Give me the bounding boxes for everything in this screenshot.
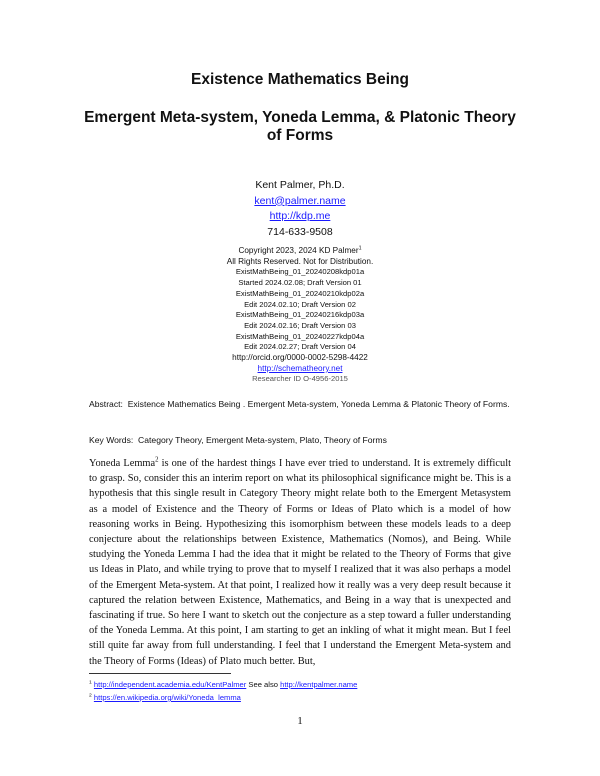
copyright-line: Copyright 2023, 2024 KD Palmer	[238, 246, 359, 255]
footnote-1	[89, 679, 357, 690]
footnote-ref-1[interactable]: 1	[358, 245, 362, 252]
footnote-1-text: See also	[248, 680, 278, 689]
version-line: Edit 2024.02.16; Draft Version 03	[244, 320, 356, 330]
footnote-1-number: 1	[89, 680, 92, 686]
body-paragraph	[89, 456, 511, 669]
abstract-text: Existence Mathematics Being . Emergent Meta-system, Yoneda Lemma & Platonic Theory of Forms.	[127, 399, 510, 409]
paper-subtitle-line1: Emergent Meta-system, Yoneda Lemma, & Platonic Theory	[84, 109, 516, 126]
orcid-line: http://orcid.org/0000-0002-5298-4422	[232, 353, 368, 363]
version-line: ExistMathBeing_01_20240210kdp02a	[235, 288, 365, 298]
body-text: is one of the hardest things I have ever tried to understand. It is extremely difficult to grasp. So, consider this an interim report on what its philosophical significance might be. This is a hypothesis that this single result in Category Theory might relate both to the Emergent Metasystem as a model of Existence and the Theory of Forms or Ideas of Plato which is a model of how reasoning works in Being. Hypothesizing this isomorphism between these models leads to a deep conjecture about the relationships between Existence, Mathematics (Nomos), and Being. While studying the Yoneda Lemma I had the idea that it might be related to the Theory of Forms that give us Ideas in Plato, and while trying to prove that to myself I realized that it was also perhaps a model of the Emergent Meta-system. At that point, I realized how it really was a very deep result because it captured the relation between Existence, Mathematics, and Being in a way that is unexpected and fascinating if true. So here I want to sketch out the conjecture as a step toward a fuller understanding of the Yoneda Lemma. At this point, I am starting to get an inkling of what it might mean. But I feel still quite far away from full understanding. I feel that I understand the Emergent Meta-system and the Theory of Forms (Ideas) of Plato much better. But,	[89, 458, 512, 667]
footnote-1-link2[interactable]: http://kentpalmer.name	[280, 680, 358, 689]
paper-title: Existence Mathematics Being	[191, 71, 409, 88]
version-line: Edit 2024.02.10; Draft Version 02	[244, 299, 356, 309]
footnote-1-link[interactable]: http://independent.academia.edu/KentPalmer	[93, 680, 247, 689]
rights-line: All Rights Reserved. Not for Distribution.	[226, 256, 374, 266]
footnote-ref-2[interactable]: 2	[155, 456, 159, 464]
abstract-label: Abstract:	[89, 399, 123, 409]
body-lead: Yoneda Lemma	[89, 458, 156, 469]
author-name: Kent Palmer, Ph.D.	[255, 179, 345, 191]
researcher-id: Researcher ID O-4956-2015	[252, 374, 348, 384]
copyright-block	[0, 246, 600, 385]
footnote-2	[89, 692, 241, 703]
version-line: ExistMathBeing_01_20240227kdp04a	[235, 331, 365, 341]
author-email-link[interactable]: kent@palmer.name	[254, 194, 346, 207]
page-number: 1	[297, 715, 303, 727]
footnote-2-number: 2	[89, 693, 92, 699]
schematheory-link[interactable]: http://schematheory.net	[257, 363, 343, 373]
footnote-2-link[interactable]: https://en.wikipedia.org/wiki/Yoneda_lemma	[93, 693, 241, 702]
keywords-label: Key Words:	[89, 435, 134, 445]
author-website-link[interactable]: http://kdp.me	[269, 210, 331, 222]
version-line: ExistMathBeing_01_20240208kdp01a	[235, 267, 365, 277]
paper-subtitle-line2: of Forms	[266, 127, 334, 144]
keywords-text: Category Theory, Emergent Meta-system, Plato, Theory of Forms	[138, 435, 387, 445]
version-line: ExistMathBeing_01_20240216kdp03a	[235, 310, 365, 320]
version-line: Started 2024.02.08; Draft Version 01	[238, 278, 362, 288]
version-line: Edit 2024.02.27; Draft Version 04	[244, 342, 356, 352]
footnote-separator	[89, 673, 231, 674]
abstract	[89, 398, 519, 411]
author-phone: 714-633-9508	[267, 225, 333, 238]
keywords	[89, 434, 519, 447]
